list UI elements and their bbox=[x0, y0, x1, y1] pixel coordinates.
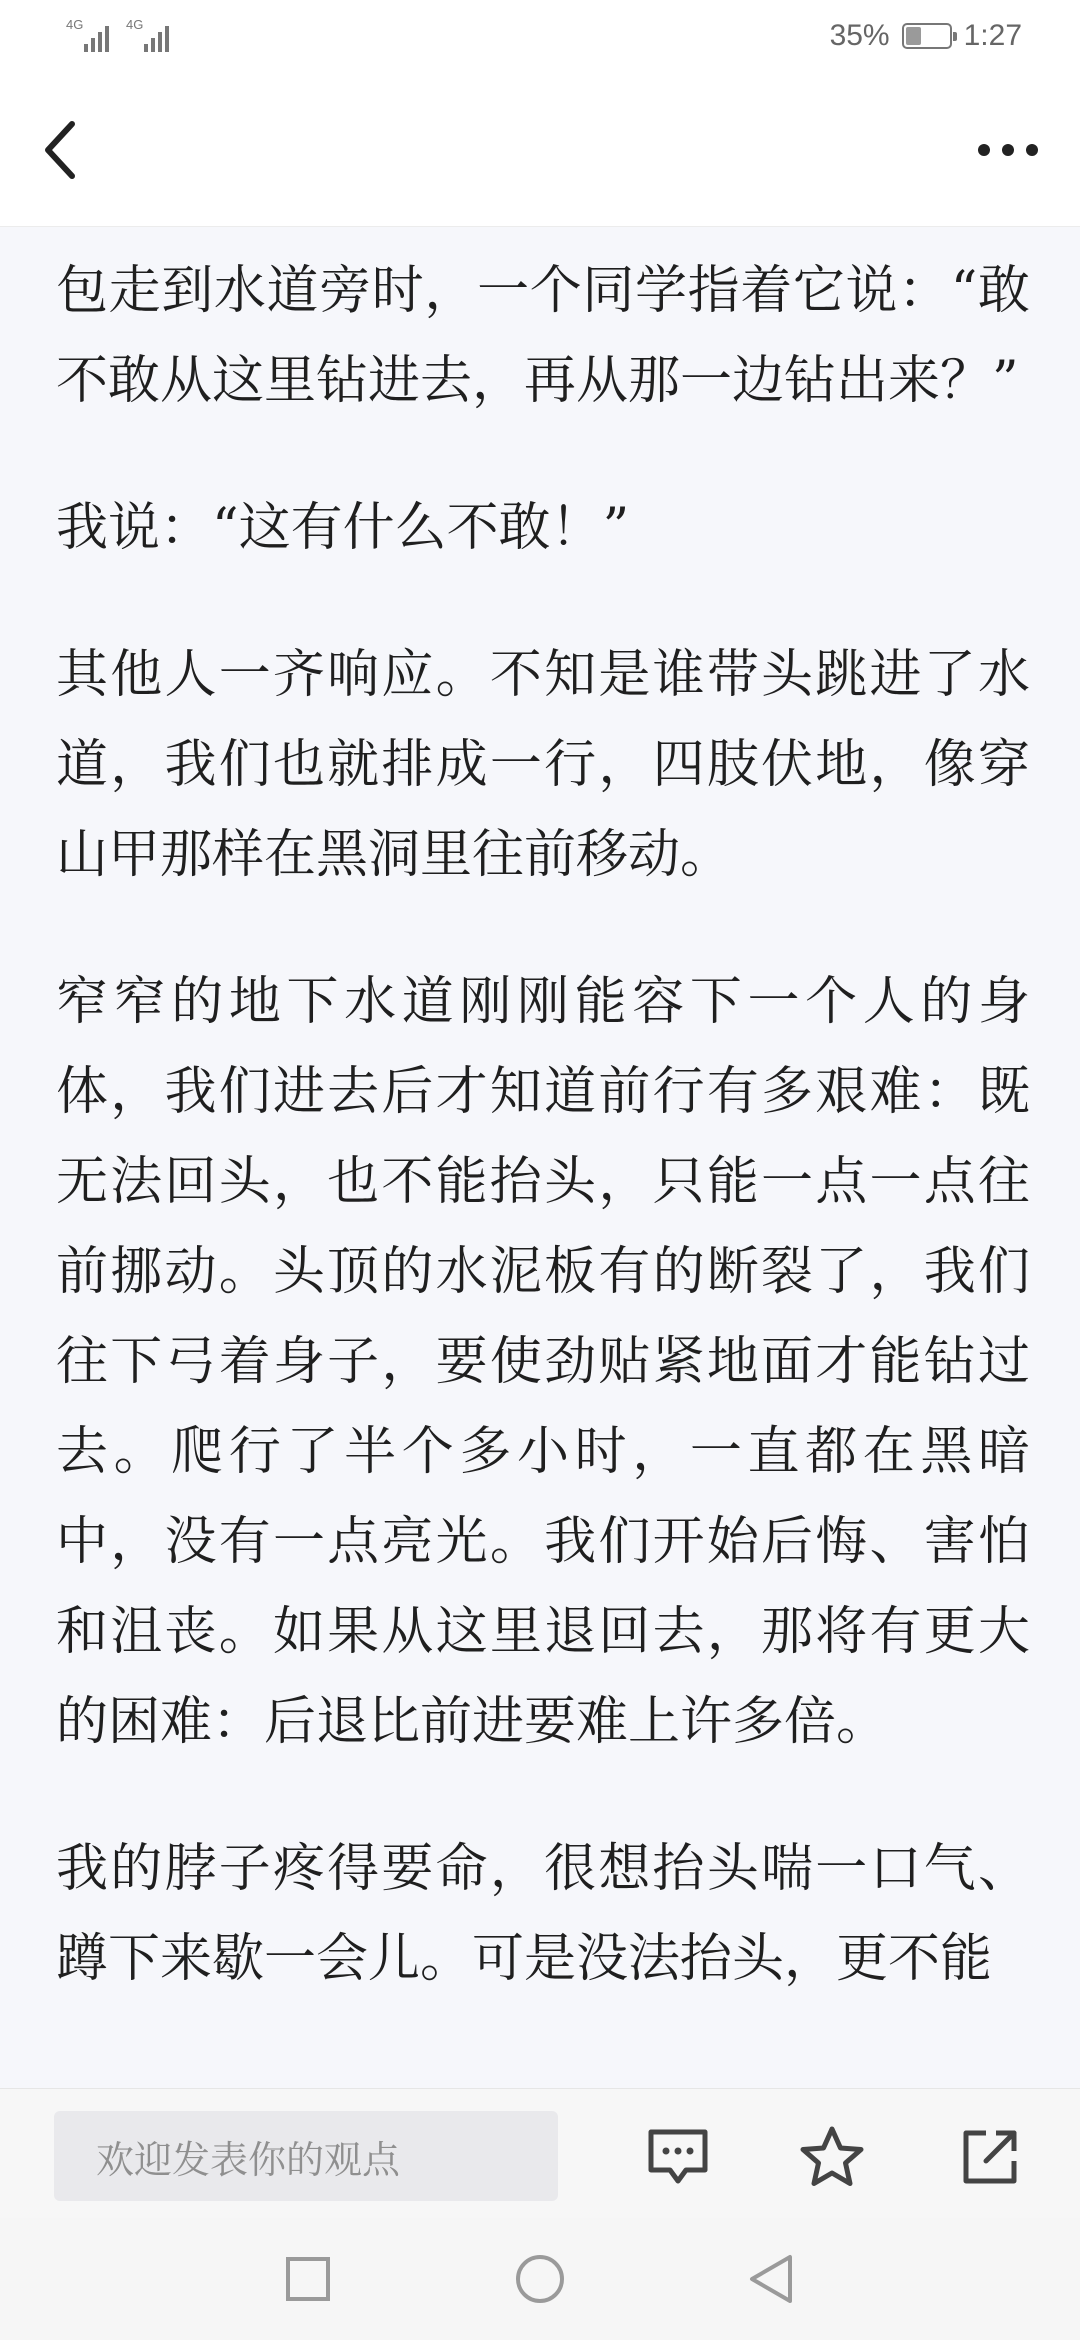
comment-input[interactable] bbox=[54, 2111, 558, 2201]
favorite-button[interactable] bbox=[792, 2117, 872, 2197]
article-paragraph: 其他人一齐响应。不知是谁带头跳进了水道，我们也就排成一行，四肢伏地，像穿山甲那样在黑洞里往前移动。 bbox=[56, 645, 1030, 885]
battery-percent: 35% bbox=[829, 19, 890, 52]
clock-time: 1:27 bbox=[963, 19, 1022, 52]
more-options-button[interactable] bbox=[968, 110, 1048, 190]
comment-icon bbox=[646, 2127, 710, 2187]
status-bar bbox=[0, 0, 1080, 72]
more-horizontal-icon bbox=[976, 142, 1040, 158]
article-paragraph: 我说：“这有什么不敢！” bbox=[56, 498, 630, 558]
home-button[interactable] bbox=[500, 2239, 580, 2319]
signal-indicator-2 bbox=[126, 18, 169, 52]
star-icon bbox=[799, 2125, 865, 2189]
network-type-label: 4G bbox=[66, 17, 84, 32]
system-back-button[interactable] bbox=[730, 2239, 810, 2319]
comment-input-placeholder: 欢迎发表你的观点 bbox=[96, 2137, 401, 2182]
status-right bbox=[830, 18, 1022, 54]
network-type-label: 4G bbox=[126, 17, 144, 32]
system-navigation-bar bbox=[0, 2218, 1080, 2340]
battery-level-fill bbox=[906, 27, 921, 45]
share-button[interactable] bbox=[950, 2117, 1030, 2197]
comment-bar bbox=[0, 2088, 1080, 2219]
signal-indicator-1 bbox=[66, 18, 109, 52]
square-icon bbox=[285, 2256, 331, 2302]
back-button[interactable] bbox=[40, 110, 120, 190]
share-icon bbox=[960, 2127, 1020, 2187]
signal-bars-icon bbox=[144, 26, 169, 52]
article-paragraph: 窄窄的地下水道刚刚能容下一个人的身体，我们进去后才知道前行有多艰难：既无法回头，也不能抬头，只能一点一点往前挪动。头顶的水泥板有的断裂了，我们往下弓着身子，要使劲贴紧地面才能钻过去。爬行了半个多小时，一直都在黑暗中，没有一点亮光。我们开始后悔、害怕和沮丧。如果从这里退回去，那将有更大的困难：后退比前进要难上许多倍。 bbox=[56, 972, 1030, 1752]
triangle-back-icon bbox=[746, 2253, 794, 2305]
article-paragraph: 我的脖子疼得要命，很想抬头喘一口气、蹲下来歇一会儿。可是没法抬头，更不能 bbox=[56, 1839, 1030, 1989]
article-body bbox=[56, 226, 1030, 2088]
top-navigation-bar bbox=[0, 72, 1080, 227]
signal-bars-icon bbox=[84, 26, 109, 52]
recent-apps-button[interactable] bbox=[268, 2239, 348, 2319]
chevron-left-icon bbox=[40, 120, 80, 180]
battery-icon bbox=[902, 23, 952, 49]
article-paragraph: 包走到水道旁时，一个同学指着它说：“敢不敢从这里钻进去，再从那一边钻出来？” bbox=[56, 261, 1030, 411]
comments-button[interactable] bbox=[638, 2117, 718, 2197]
circle-icon bbox=[514, 2253, 566, 2305]
